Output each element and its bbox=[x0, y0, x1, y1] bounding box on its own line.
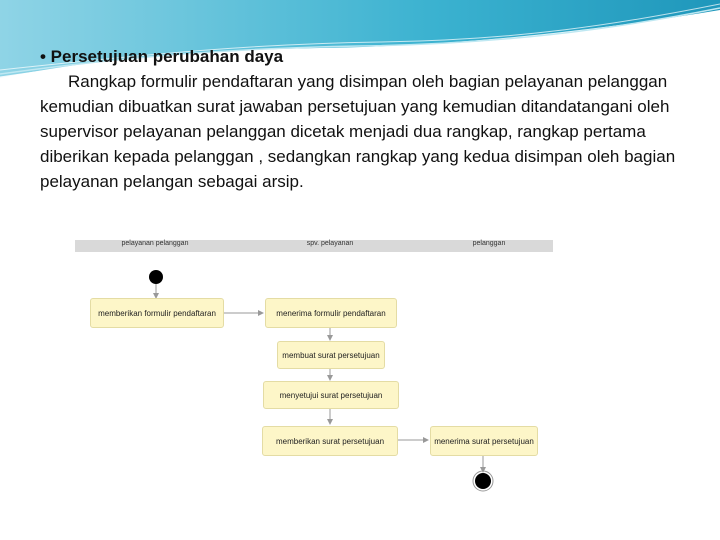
activity-membuat-surat: membuat surat persetujuan bbox=[277, 341, 385, 369]
final-node bbox=[475, 473, 491, 489]
slide-heading: • Persetujuan perubahan daya bbox=[40, 47, 284, 66]
activity-memberikan-formulir: memberikan formulir pendaftaran bbox=[90, 298, 224, 328]
activity-menerima-formulir: menerima formulir pendaftaran bbox=[265, 298, 397, 328]
lane-pelayanan-pelanggan: pelayanan pelanggan bbox=[121, 240, 189, 247]
activity-diagram bbox=[70, 236, 560, 496]
lane-spv-pelayanan: spv. pelayanan bbox=[306, 240, 354, 247]
slide-text bbox=[40, 44, 680, 194]
activity-menyetujui-surat: menyetujui surat persetujuan bbox=[263, 381, 399, 409]
activity-menerima-surat: menerima surat persetujuan bbox=[430, 426, 538, 456]
lane-pelanggan: pelanggan bbox=[472, 240, 506, 247]
slide-paragraph: Rangkap formulir pendaftaran yang disimpan oleh bagian pelayanan pelanggan kemudian dibuatkan surat jawaban persetujuan yang kemudian ditandatangani oleh supervisor pelayanan pelanggan dicetak menjadi dua rangkap, rangkap pertama diberikan kepada pelanggan , sedangkan rangkap yang kedua disimpan oleh bagian pelayanan pelangan sebagai arsip. bbox=[40, 72, 676, 191]
activity-memberikan-surat: memberikan surat persetujuan bbox=[262, 426, 398, 456]
initial-node bbox=[149, 270, 163, 284]
